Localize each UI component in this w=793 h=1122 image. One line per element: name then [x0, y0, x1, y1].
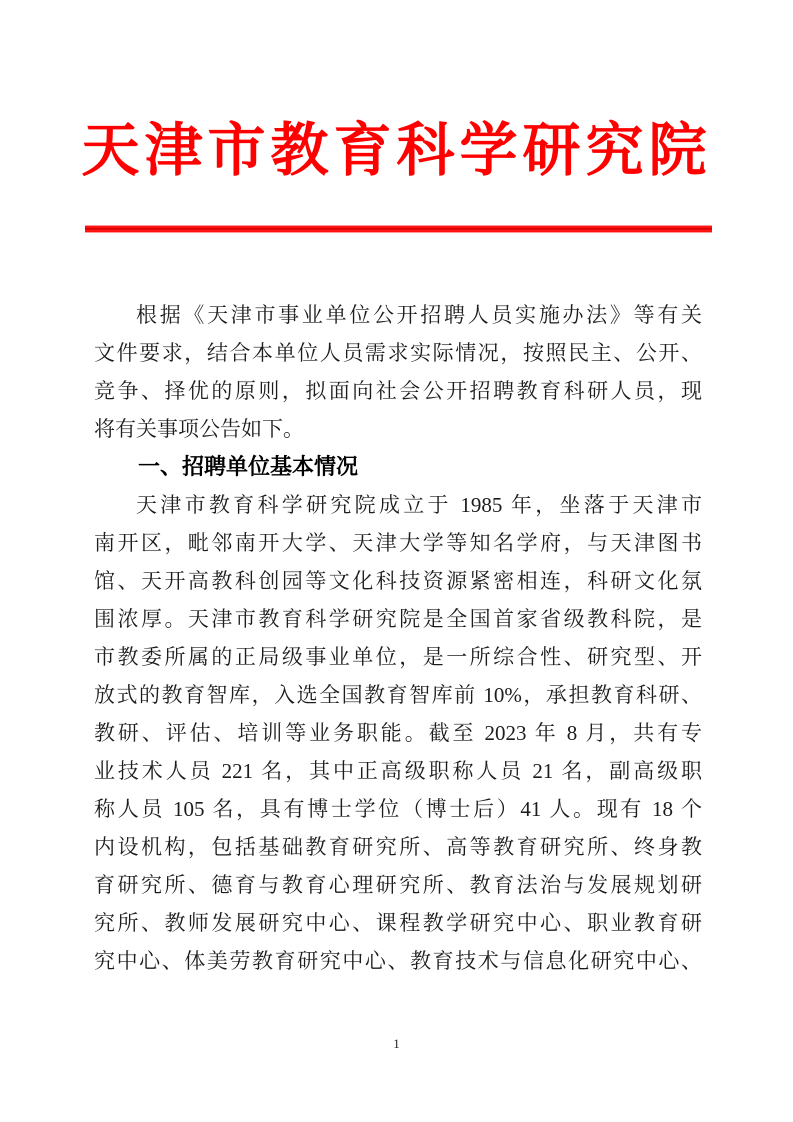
text-line: 南开区，毗邻南开大学、天津大学等知名学府，与天津图书 — [94, 531, 702, 555]
text-line: 教研、评估、培训等业务职能。截至 2023 年 8 月，共有专 — [94, 721, 702, 745]
text-line: 究中心、体美劳教育研究中心、教育技术与信息化研究中心、 — [94, 949, 702, 973]
text-line: 称人员 105 名，具有博士学位（博士后）41 人。现有 18 个 — [94, 797, 702, 821]
text-line: 究所、教师发展研究中心、课程教学研究中心、职业教育研 — [94, 911, 702, 935]
header-rule — [85, 225, 712, 233]
text-line: 根据《天津市事业单位公开招聘人员实施办法》等有关 — [136, 303, 702, 327]
document-title: 天津市教育科学研究院 — [81, 118, 712, 183]
page-number: 1 — [393, 1036, 400, 1051]
text-line: 业技术人员 221 名，其中正高级职称人员 21 名，副高级职 — [94, 759, 702, 783]
section-heading: 一、招聘单位基本情况 — [138, 454, 359, 479]
text-line: 将有关事项公告如下。 — [94, 417, 304, 441]
text-line: 文件要求，结合本单位人员需求实际情况，按照民主、公开、 — [94, 341, 702, 365]
text-line: 围浓厚。天津市教育科学研究院是全国首家省级教科院，是 — [94, 607, 702, 631]
text-line: 天津市教育科学研究院成立于 1985 年，坐落于天津市 — [136, 493, 702, 517]
text-line: 市教委所属的正局级事业单位，是一所综合性、研究型、开 — [94, 645, 702, 669]
document-body — [94, 296, 702, 980]
text-line: 馆、天开高教科创园等文化科技资源紧密相连，科研文化氛 — [94, 569, 702, 593]
text-line: 放式的教育智库，入选全国教育智库前 10%，承担教育科研、 — [94, 683, 702, 707]
text-line: 竞争、择优的原则，拟面向社会公开招聘教育科研人员，现 — [94, 379, 702, 403]
text-line: 内设机构，包括基础教育研究所、高等教育研究所、终身教 — [94, 835, 702, 859]
text-line: 育研究所、德育与教育心理研究所、教育法治与发展规划研 — [94, 873, 702, 897]
